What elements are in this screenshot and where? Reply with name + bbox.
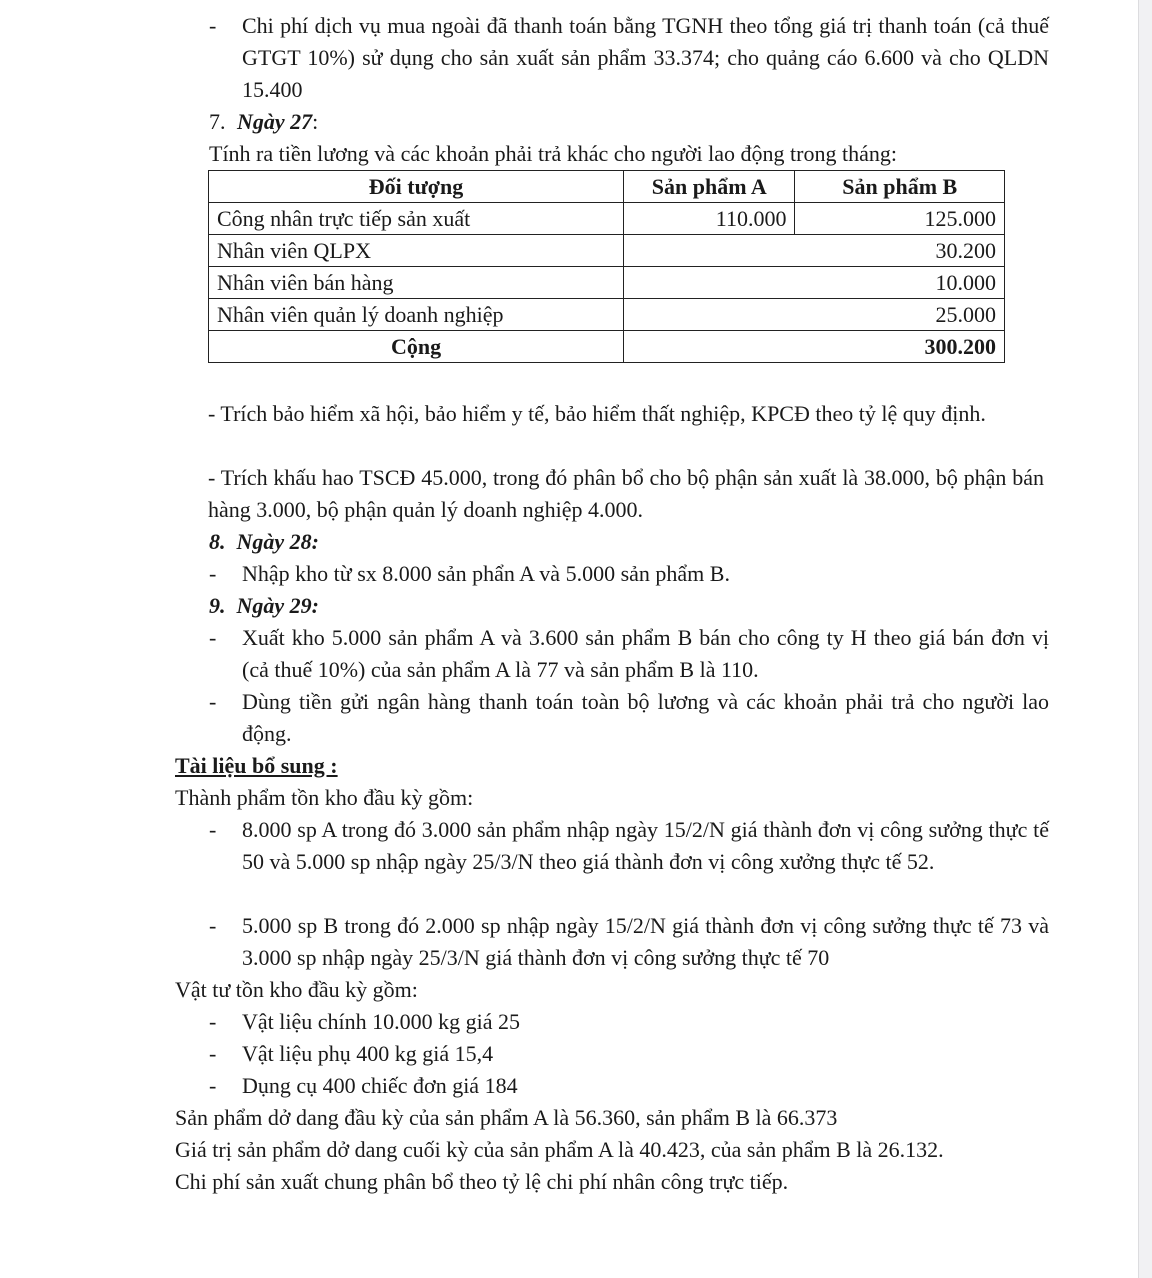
bullet-dash: - bbox=[209, 1009, 217, 1034]
day29-bullet-payment bbox=[209, 686, 1049, 750]
depreciation-para: - Trích khấu hao TSCĐ 45.000, trong đó phân bổ cho bộ phận sản xuất là 38.000, bộ phận bán hàng 3.000, bộ phận quản lý doanh nghiệp 4.000. bbox=[208, 465, 1044, 522]
materials-intro: Vật tư tồn kho đầu kỳ gồm: bbox=[175, 977, 418, 1002]
finished-goods-b bbox=[209, 910, 1049, 974]
bullet-text: Dùng tiền gửi ngân hàng thanh toán toàn bộ lương và các khoản phải trả cho người lao động. bbox=[242, 689, 1049, 746]
wip-end-line: Giá trị sản phẩm dở dang cuối kỳ của sản phẩm A là 40.423, của sản phẩm B là 26.132. bbox=[175, 1137, 944, 1162]
finished-goods-intro: Thành phẩm tồn kho đầu kỳ gồm: bbox=[175, 785, 474, 810]
bullet-dash: - bbox=[209, 817, 217, 842]
row-label: Nhân viên quản lý doanh nghiệp bbox=[209, 299, 624, 331]
row-label: Công nhân trực tiếp sản xuất bbox=[209, 203, 624, 235]
row-value: 10.000 bbox=[624, 267, 1005, 299]
day29-heading: 9. Ngày 29: bbox=[209, 593, 319, 618]
wip-begin-line: Sản phẩm dở dang đầu kỳ của sản phẩm A là 56.360, sản phẩm B là 66.373 bbox=[175, 1105, 838, 1130]
bullet-text: 5.000 sp B trong đó 2.000 sp nhập ngày 15/2/N giá thành đơn vị công sưởng thực tế 73 và 3.000 sp nhập ngày 25/3/N giá thành đơn vị công sưởng thực tế 70 bbox=[242, 913, 1049, 970]
bullet-text: Xuất kho 5.000 sản phẩm A và 3.600 sản phẩm B bán cho công ty H theo giá bán đơn vị (cả thuế 10%) của sản phẩm A là 77 và sản phẩm B là 110. bbox=[242, 625, 1049, 682]
row-label: Nhân viên QLPX bbox=[209, 235, 624, 267]
bullet-dash: - bbox=[209, 625, 217, 650]
header-subject: Đối tượng bbox=[209, 171, 624, 203]
bullet-text: Dụng cụ 400 chiếc đơn giá 184 bbox=[242, 1073, 518, 1098]
header-product-b: Sản phẩm B bbox=[795, 171, 1005, 203]
bullet-dash: - bbox=[209, 561, 217, 586]
bullet-dash: - bbox=[209, 1041, 217, 1066]
row-label: Nhân viên bán hàng bbox=[209, 267, 624, 299]
header-product-a: Sản phẩm A bbox=[624, 171, 795, 203]
bullet-text: Vật liệu chính 10.000 kg giá 25 bbox=[242, 1009, 521, 1034]
day27-intro: Tính ra tiền lương và các khoản phải trả khác cho người lao động trong tháng: bbox=[209, 141, 897, 166]
table-row bbox=[209, 299, 1005, 331]
bullet-text: Chi phí dịch vụ mua ngoài đã thanh toán bằng TGNH theo tổng giá trị thanh toán (cả thuế GTGT 10%) sử dụng cho sản xuất sản phẩm 33.374; cho quảng cáo 6.600 và cho QLDN 15.400 bbox=[242, 13, 1049, 102]
row-value: 25.000 bbox=[624, 299, 1005, 331]
material-aux bbox=[209, 1038, 1049, 1070]
insurance-para: - Trích bảo hiểm xã hội, bảo hiểm y tế, bảo hiểm thất nghiệp, KPCĐ theo tỷ lệ quy định. bbox=[208, 401, 986, 426]
day29-bullet-sale bbox=[209, 622, 1049, 686]
bullet-text: 8.000 sp A trong đó 3.000 sản phẩm nhập ngày 15/2/N giá thành đơn vị công sưởng thực tế 50 và 5.000 sp nhập ngày 25/3/N theo giá thành đơn vị công xưởng thực tế 52. bbox=[242, 817, 1049, 874]
supplement-title: Tài liệu bổ sung : bbox=[175, 753, 338, 778]
bullet-dash: - bbox=[209, 913, 217, 938]
material-tools bbox=[209, 1070, 1049, 1102]
salary-table bbox=[208, 170, 1005, 363]
bullet-dash: - bbox=[209, 13, 217, 38]
day27-heading: 7. Ngày 27: bbox=[209, 109, 319, 134]
table-total-row bbox=[209, 331, 1005, 363]
table-row bbox=[209, 203, 1005, 235]
day28-heading: 8. Ngày 28: bbox=[209, 529, 319, 554]
material-main bbox=[209, 1006, 1049, 1038]
table-header-row bbox=[209, 171, 1005, 203]
row-value-a: 110.000 bbox=[624, 203, 795, 235]
bullet-dash: - bbox=[209, 1073, 217, 1098]
finished-goods-a bbox=[209, 814, 1049, 878]
row-value-b: 125.000 bbox=[795, 203, 1005, 235]
bullet-dash: - bbox=[209, 689, 217, 714]
total-label: Cộng bbox=[209, 331, 624, 363]
allocation-line: Chi phí sản xuất chung phân bổ theo tỷ lệ chi phí nhân công trực tiếp. bbox=[175, 1169, 789, 1194]
bullet-text: Vật liệu phụ 400 kg giá 15,4 bbox=[242, 1041, 494, 1066]
row-value: 30.200 bbox=[624, 235, 1005, 267]
total-value: 300.200 bbox=[624, 331, 1005, 363]
bullet-service-costs bbox=[209, 10, 1049, 106]
page-edge bbox=[1138, 0, 1152, 1278]
table-row bbox=[209, 235, 1005, 267]
day28-bullet bbox=[209, 558, 1049, 590]
table-row bbox=[209, 267, 1005, 299]
bullet-text: Nhập kho từ sx 8.000 sản phẩn A và 5.000 sản phẩm B. bbox=[242, 561, 730, 586]
